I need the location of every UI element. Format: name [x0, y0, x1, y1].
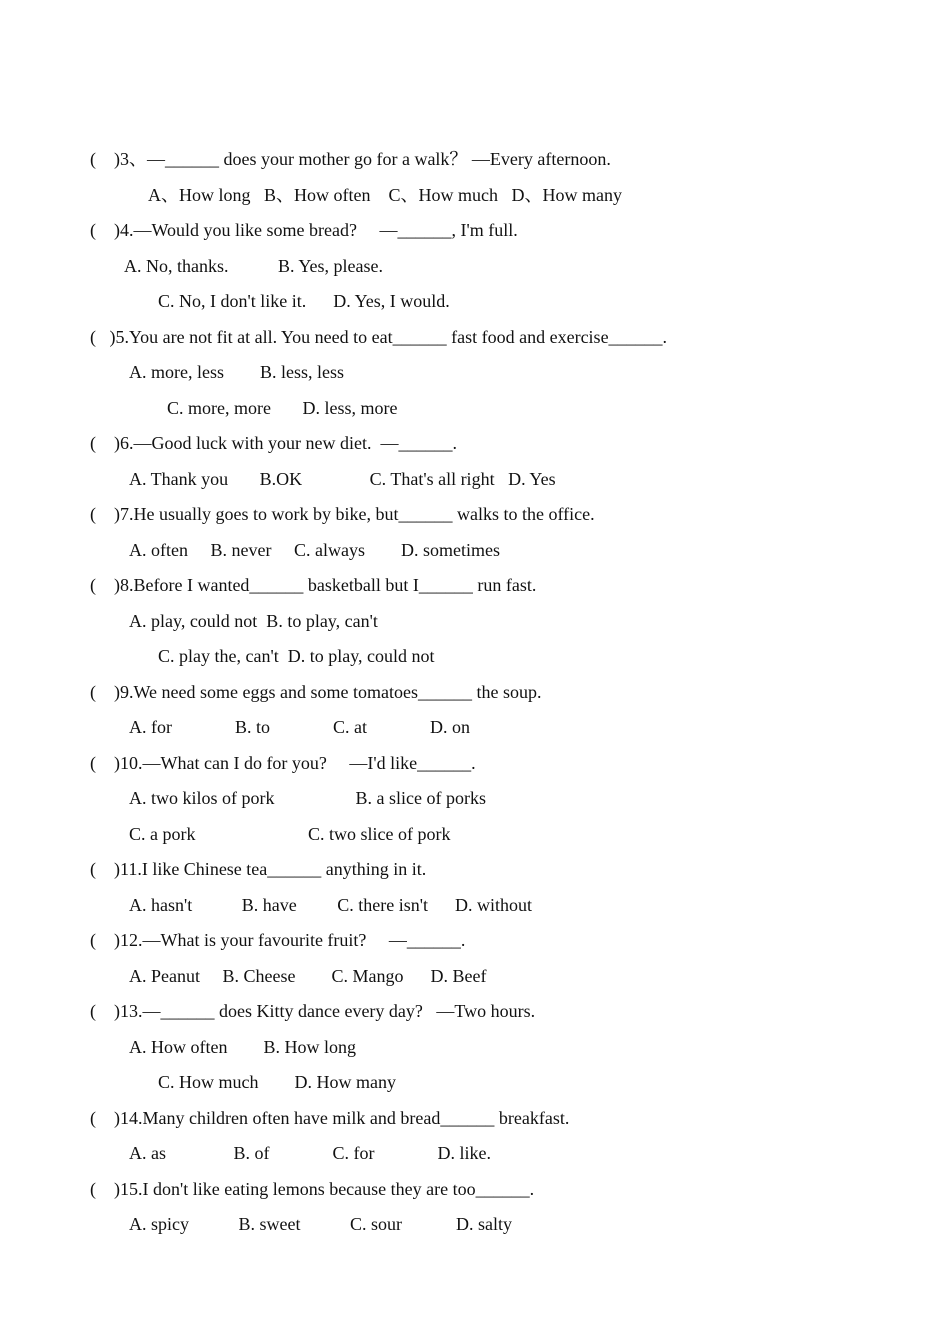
- answer-options: C. How much D. How many: [158, 1072, 396, 1092]
- answer-options: A. Peanut B. Cheese C. Mango D. Beef: [129, 966, 487, 986]
- answer-options: A. No, thanks. B. Yes, please.: [124, 256, 383, 276]
- question-stem: ( )12.—What is your favourite fruit? —______.: [90, 930, 466, 950]
- answer-options: A. as B. of C. for D. like.: [129, 1143, 491, 1163]
- answer-options: A. spicy B. sweet C. sour D. salty: [129, 1214, 512, 1234]
- answer-options: A. play, could not B. to play, can't: [129, 611, 378, 631]
- answer-options: A. often B. never C. always D. sometimes: [129, 540, 500, 560]
- answer-options: C. No, I don't like it. D. Yes, I would.: [158, 291, 450, 311]
- answer-options: C. more, more D. less, more: [167, 398, 398, 418]
- question-stem: ( )4.—Would you like some bread? —______, I'm full.: [90, 220, 518, 240]
- question-stem: ( )7.He usually goes to work by bike, but______ walks to the office.: [90, 504, 595, 524]
- answer-options: A. two kilos of pork B. a slice of porks: [129, 788, 486, 808]
- answer-options: A、How long B、How often C、How much D、How many: [148, 185, 622, 205]
- answer-options: A. hasn't B. have C. there isn't D. without: [129, 895, 532, 915]
- answer-options: A. How often B. How long: [129, 1037, 356, 1057]
- question-stem: ( )11.I like Chinese tea______ anything in it.: [90, 859, 427, 879]
- answer-options: A. Thank you B.OK C. That's all right D. Yes: [129, 469, 556, 489]
- answer-options: C. play the, can't D. to play, could not: [158, 646, 435, 666]
- question-stem: ( )8.Before I wanted______ basketball but I______ run fast.: [90, 575, 537, 595]
- question-stem: ( )3、—______ does your mother go for a walk？ —Every afternoon.: [90, 149, 611, 169]
- question-stem: ( )6.—Good luck with your new diet. —______.: [90, 433, 457, 453]
- question-stem: ( )5.You are not fit at all. You need to eat______ fast food and exercise______.: [90, 327, 668, 347]
- answer-options: A. for B. to C. at D. on: [129, 717, 470, 737]
- answer-options: C. a pork C. two slice of pork: [129, 824, 451, 844]
- question-stem: ( )13.—______ does Kitty dance every day? —Two hours.: [90, 1001, 536, 1021]
- question-stem: ( )9.We need some eggs and some tomatoes______ the soup.: [90, 682, 542, 702]
- answer-options: A. more, less B. less, less: [129, 362, 344, 382]
- question-stem: ( )15.I don't like eating lemons because they are too______.: [90, 1179, 535, 1199]
- question-stem: ( )14.Many children often have milk and bread______ breakfast.: [90, 1108, 570, 1128]
- question-stem: ( )10.—What can I do for you? —I'd like______.: [90, 753, 476, 773]
